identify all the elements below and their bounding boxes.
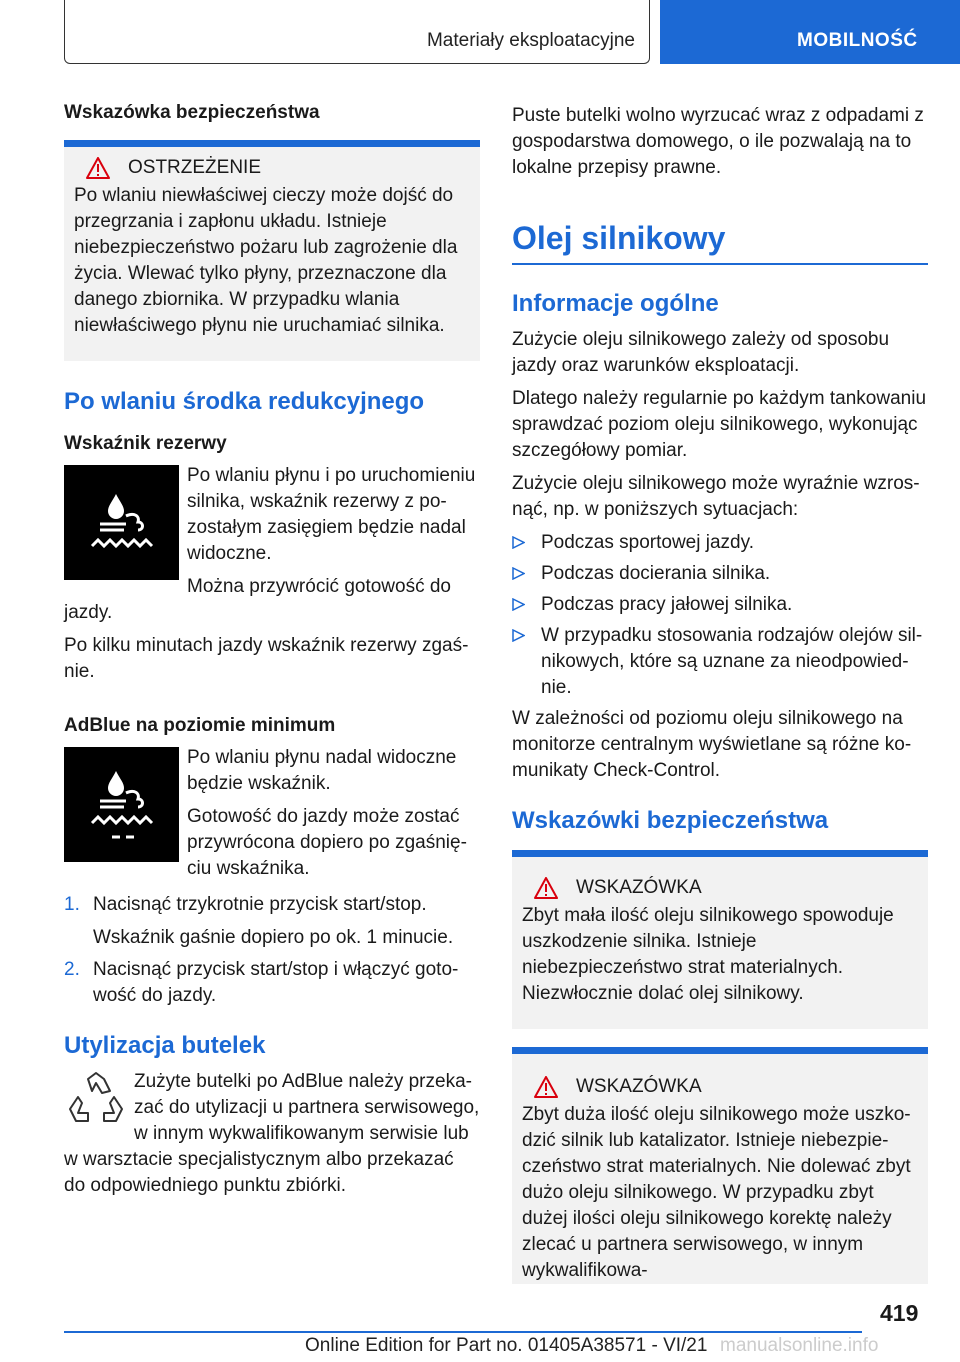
header-chapter-title: MOBILNOŚĆ: [797, 30, 918, 51]
page-number: 419: [880, 1300, 919, 1326]
list-item: [512, 623, 928, 701]
warning-label: OSTRZEŻENIE: [128, 157, 262, 178]
warning-triangle-icon: [86, 157, 110, 179]
safety-notes-heading: Wskazówki bezpieczeństwa: [512, 807, 829, 834]
reserve-text-2: Można przywrócić gotowość do jazdy.: [64, 576, 451, 623]
disposal-continued-text: Puste butelki wolno wyrzucać wraz z odpadami z gospodarstwa domowego, o ile pozwalają na to lokalne przepisy prawne.: [512, 105, 924, 178]
bullet-text: W przypadku stosowania rodzajów olejów silnikowych, które są uznane za nieodpowiednie.: [541, 625, 923, 698]
reserve-text-1: Po wlaniu płynu i po uruchomieniu silnika, wskaźnik rezerwy z pozostałym zasięgiem będzie nadal widoczne.: [187, 465, 476, 564]
warning-triangle-icon: [534, 1076, 558, 1098]
step-number: 2.: [64, 959, 80, 980]
triangle-bullet-icon: [512, 598, 525, 611]
bullet-text: Podczas pracy jałowej silnika.: [541, 594, 793, 615]
bullet-text: Podczas docierania silnika.: [541, 563, 771, 584]
minimum-heading: AdBlue na poziomie minimum: [64, 715, 336, 736]
disposal-text: Zużyte butelki po AdBlue należy przekazać do utylizacji u partnera serwisowego, w innym wykwalifikowanym serwisie lub w warsztacie specjalistycznym albo przekazać do odpowiedniego punktu zbiórki.: [64, 1071, 480, 1196]
step-number: 1.: [64, 894, 80, 915]
safety-heading: Wskazówka bezpieczeństwa: [64, 102, 320, 123]
note-text: Zbyt duża ilość oleju silnikowego może uszkodzić silnik lub katalizator. Istnieje niebezpieczeństwo strat materialnych. Nie dolewać zbyt dużo oleju silnikowego. W przypadku zbyt dużej ilości oleju silnikowego korektę należy zlecać u partnera serwisowego, w innym wykwalifikowa-: [522, 1104, 911, 1281]
note-label: WSKAZÓWKA: [576, 1076, 702, 1097]
minimum-text-2: Gotowość do jazdy może zostać przywrócona dopiero po zgaśnięciu wskaźnika.: [187, 806, 467, 879]
adblue-minimum-icon: [82, 765, 162, 845]
list-item: [512, 592, 928, 618]
reserve-heading: Wskaźnik rezerwy: [64, 433, 227, 454]
minimum-indicator-image: [64, 747, 179, 862]
chapter-heading-engine-oil: Olej silnikowy: [512, 220, 726, 256]
bullet-text: Podczas sportowej jazdy.: [541, 532, 754, 553]
warning-triangle-icon: [534, 877, 558, 899]
note-box-2: [512, 1047, 928, 1284]
disposal-heading: Utylizacja butelek: [64, 1032, 266, 1059]
warning-box-header: [74, 157, 470, 179]
recycle-icon: [64, 1069, 128, 1133]
oil-consumption-situations-list: [512, 530, 928, 701]
step-subtext: Wskaźnik gaśnie dopiero po ok. 1 minucie.: [93, 927, 454, 948]
reserve-indicator-image: [64, 465, 179, 580]
adblue-reserve-icon: [82, 488, 162, 558]
warning-text: Po wlaniu niewłaściwej cieczy może dojść do przegrzania i zapłonu układu. Istnieje niebezpieczeństwo pożaru lub zagrożenie dla życia. Wlewać tylko płyny, przeznaczone dla danego zbiornika. W przypadku wlania niewłaściwego płynu nie uruchamiać silnika.: [74, 185, 458, 336]
note-box-header: [522, 877, 918, 899]
general-text-3: Zużycie oleju silnikowego może wyraźnie wzrosnąć, np. w poniższych sytuacjach:: [512, 473, 920, 520]
note-text: Zbyt mała ilość oleju silnikowego spowoduje uszkodzenie silnika. Istnieje niebezpieczeństwo strat materialnych. Niezwłocznie dolać olej silnikowy.: [522, 905, 894, 1004]
minimum-text-1: Po wlaniu płynu nadal widoczne będzie wskaźnik.: [187, 747, 457, 794]
right-column: [512, 100, 928, 1284]
warning-box: [64, 140, 480, 361]
list-item: [64, 957, 480, 1009]
footer-rule: [64, 1331, 862, 1333]
reset-steps-list: [64, 892, 480, 1009]
chapter-rule: [512, 263, 928, 265]
general-text-4: W zależności od poziomu oleju silnikowego na monitorze centralnym wyświetlane są różne komunikaty Check-Control.: [512, 708, 912, 781]
general-info-heading: Informacje ogólne: [512, 290, 719, 317]
footer-watermark: manualsonline.info: [720, 1335, 879, 1356]
section-heading-reduction: Po wlaniu środka redukcyjnego: [64, 388, 425, 415]
list-item: [64, 892, 480, 951]
step-text: Nacisnąć trzykrotnie przycisk start/stop.: [93, 894, 427, 915]
list-item: [512, 530, 928, 556]
triangle-bullet-icon: [512, 567, 525, 580]
note-box-header: [522, 1076, 918, 1098]
left-column: [64, 100, 480, 1199]
step-text: Nacisnąć przycisk start/stop i włączyć gotowość do jazdy.: [93, 959, 459, 1006]
footer-edition: Online Edition for Part no. 01405A38571 - VI/21: [305, 1335, 708, 1356]
header-section-title: Materiały eksploatacyjne: [426, 30, 635, 51]
general-text-1: Zużycie oleju silnikowego zależy od sposobu jazdy oraz warunków eksploatacji.: [512, 329, 890, 376]
reserve-text-3: Po kilku minutach jazdy wskaźnik rezerwy zgaśnie.: [64, 635, 469, 682]
header-chapter-tab: [660, 0, 960, 64]
general-text-2: Dlatego należy regularnie po każdym tankowaniu sprawdzać poziom oleju silnikowego, wykonując szczegółowy pomiar.: [512, 388, 927, 461]
triangle-bullet-icon: [512, 536, 525, 549]
list-item: [512, 561, 928, 587]
triangle-bullet-icon: [512, 629, 525, 642]
header-section-tab: [64, 0, 650, 64]
note-label: WSKAZÓWKA: [576, 877, 702, 898]
note-box-1: [512, 850, 928, 1029]
